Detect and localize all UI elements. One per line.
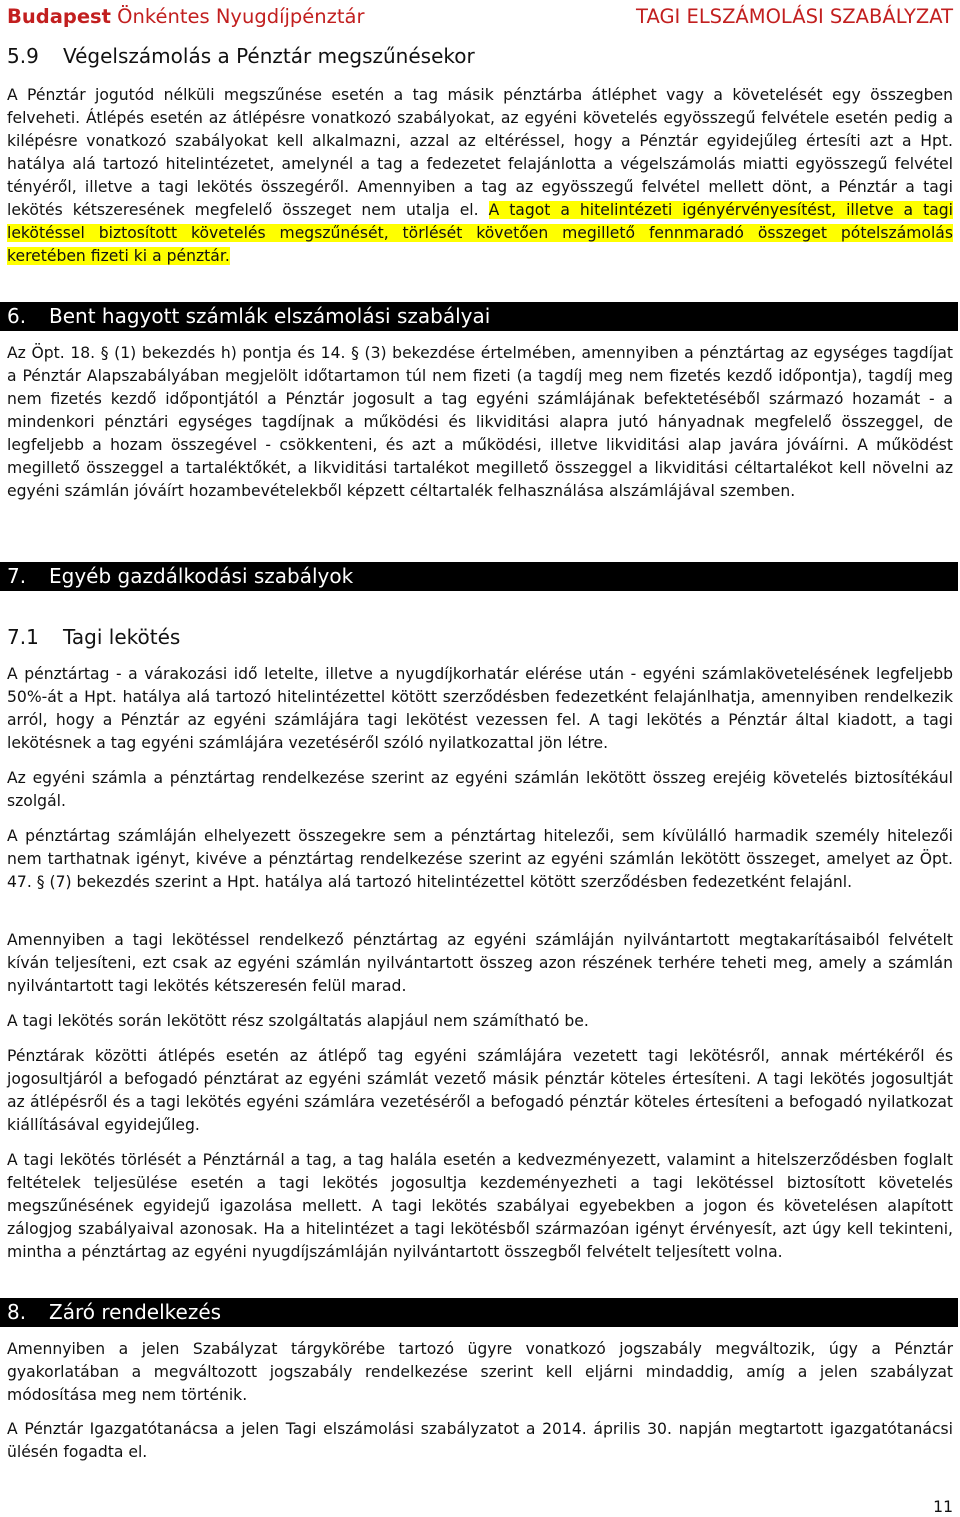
- section-heading-8: [0, 1298, 958, 1327]
- section-number: 7.: [7, 564, 27, 588]
- header-fund-name: [7, 4, 365, 30]
- paragraph-5-9: [7, 84, 953, 268]
- paragraph-text: A Pénztár jogutód nélküli megszűnése esetén a tag másik pénztárba átléphet vagy a követelését egy összegben felveheti. Átlépés esetén az átlépésre vonatkozó szabályokat, az egyéni követelés egyösszegű felvétele esetén pedig a kilépésre vonatkozó szabályokat kell alkalmazni, azzal az eltéréssel, hogy a Pénztár egyidejűleg értesíti azt a Hpt. hatálya alá tartozó hitelintézetet, amelynél a tag a fedezetet felajánlotta a végelszámolás miatti egyösszegű felvétel tényéről, illetve a tagi lekötés összegéről. Amennyiben a tag az egyösszegű felvétel mellett dönt, a Pénztár a tagi lekötés kétszeresének megfelelő összeget nem utalja el.: [7, 86, 953, 219]
- paragraph-8-1: Amennyiben a jelen Szabályzat tárgykörébe tartozó ügyre vonatkozó jogszabály megváltozik, úgy a Pénztár gyakorlatában a megváltozott jogszabály rendelkezése szerint kell eljárni mindaddig, amíg a jelen szabályzat módosítása meg nem történik.: [7, 1340, 953, 1404]
- paragraph-7-1-6: Pénztárak közötti átlépés esetén az átlépő tag egyéni számlájára vezetett tagi lekötésről, annak mértékéről és jogosultjáról a befogadó pénztárat az egyéni számlát vezető másik pénztár köteles értesíteni. A tagi lekötés jogosultját az átlépésről és a tagi lekötés egyéni számlára vezetéséről a befogadó pénztár köteles értesíteni a befogadó nyilatkozat kiállításával egyidejűleg.: [7, 1047, 953, 1134]
- section-heading-7: [0, 562, 958, 591]
- header-fund-name-bold: Budapest: [7, 5, 111, 28]
- paragraph-7-1-5: A tagi lekötés során lekötött rész szolgáltatás alapjául nem számítható be.: [7, 1012, 589, 1030]
- highlighted-text: A tagot a hitelintézeti igényérvényesítést, illetve a tagi lekötéssel biztosított követelés megszűnését, törlését követően megillető fennmaradó összeget pótelszámolás keretében fizeti ki a pénztár.: [7, 201, 953, 265]
- section-number: 8.: [7, 1300, 27, 1324]
- section-number: 7.1: [7, 625, 39, 649]
- paragraph-7-1-3: A pénztártag számláján elhelyezett összegekre sem a pénztártag hitelezői, sem kívülálló harmadik személy hitelezői nem tarthatnak igényt, kivéve a pénztártag rendelkezése szerint az egyéni számlán lekötött összeget, amelyet az Öpt. 47. § (7) bekezdés szerint a Hpt. hatálya alá tartozó hitelintézettel kötött szerződésben fedezetként felajánl.: [7, 827, 953, 891]
- section-title: Záró rendelkezés: [49, 1300, 222, 1324]
- section-number: 6.: [7, 304, 27, 328]
- paragraph-7-1-2: Az egyéni számla a pénztártag rendelkezése szerint az egyéni számlán lekötött összeg erejéig követelés biztosítékául szolgál.: [7, 769, 953, 810]
- section-heading-6: [0, 302, 958, 331]
- paragraph-7-1-1: A pénztártag - a várakozási idő letelte, illetve a nyugdíjkorhatár elérése után - egyéni számlakövetelésének legfeljebb 50%-át a Hpt. hatálya alá tartozó hitelintézettel kötött szerződésben fedezetként felajánlhatja, amennyiben rendelkezik arról, hogy a Pénztár az egyéni számlájára tagi lekötést vezessen fel. A tagi lekötés a Pénztár által kiadott, a tagi lekötésnek a tag egyéni számlájára vezetéséről szóló nyilatkozattal jön létre.: [7, 665, 953, 752]
- paragraph-8-2: A Pénztár Igazgatótanácsa a jelen Tagi elszámolási szabályzatot a 2014. április 30. napján megtartott igazgatótanácsi ülésén fogadta el.: [7, 1420, 953, 1461]
- page-number: 11: [933, 1498, 953, 1516]
- paragraph-7-1-7: A tagi lekötés törlését a Pénztárnál a tag, a tag halála esetén a kedvezményezett, valamint a hitelszerződésben foglalt feltételek teljesülése esetén a tagi lekötés jogosultja kezdeményezheti a tagi lekötéssel biztosított követelés megszűnésének egyidejű igazolása mellett. A tagi lekötés szabályai egyebekben a jogon és követelésen alapított zálogjog szabályaival azonosak. Ha a hitelintézet a tagi lekötésből származóan igényt érvényesít, azt úgy kell tekinteni, mintha a pénztártag az egyéni nyugdíjszámláján nyilvántartott összegből felvételt teljesített volna.: [7, 1151, 953, 1261]
- section-title: Bent hagyott számlák elszámolási szabályai: [49, 304, 491, 328]
- paragraph-6: Az Öpt. 18. § (1) bekezdés h) pontja és 14. § (3) bekezdése értelmében, amennyiben a pénztártag az egységes tagdíjat a Pénztár Alapszabályában megjelölt időtartamon túl nem fizeti (a tagdíj meg nem fizetés kezdő időpontja), tagdíj meg nem fizetés kezdő időpontjától a Pénztár jogosult a tag egyéni számlájának befektetéséből származó hozamát - a mindenkori pénztári egységes tagdíjnak a működési és likviditási alapra jutó hányadnak megfelelő összeggel, de legfeljebb a hozam összegével - csökkenteni, és azt a működési, illetve likviditási alap javára jóváírni. A működést megillető összeggel a tartaléktőkét, a likviditási tartalékot megillető összeggel a likviditási céltartalékot kell növelni az egyéni számlán jóváírt hozambevételekből képzett céltartalék felhasználása alszámlájával szemben.: [7, 344, 953, 500]
- section-number: 5.9: [7, 44, 39, 68]
- header-fund-name-rest: Önkéntes Nyugdíjpénztár: [110, 5, 365, 28]
- section-title: Egyéb gazdálkodási szabályok: [49, 564, 354, 588]
- section-heading-5-9: [7, 43, 475, 69]
- paragraph-7-1-4: Amennyiben a tagi lekötéssel rendelkező pénztártag az egyéni számláján nyilvántartott megtakarításaiból felvételt kíván teljesíteni, ezt csak az egyéni számlán nyilvántartott összeg azon részének terhére teheti meg, amely a számlán nyilvántartott tagi lekötés kétszeresén felül marad.: [7, 931, 953, 995]
- section-title: Tagi lekötés: [63, 625, 181, 649]
- section-heading-7-1: [7, 624, 180, 650]
- header-document-title: TAGI ELSZÁMOLÁSI SZABÁLYZAT: [636, 5, 953, 28]
- section-title: Végelszámolás a Pénztár megszűnésekor: [63, 44, 475, 68]
